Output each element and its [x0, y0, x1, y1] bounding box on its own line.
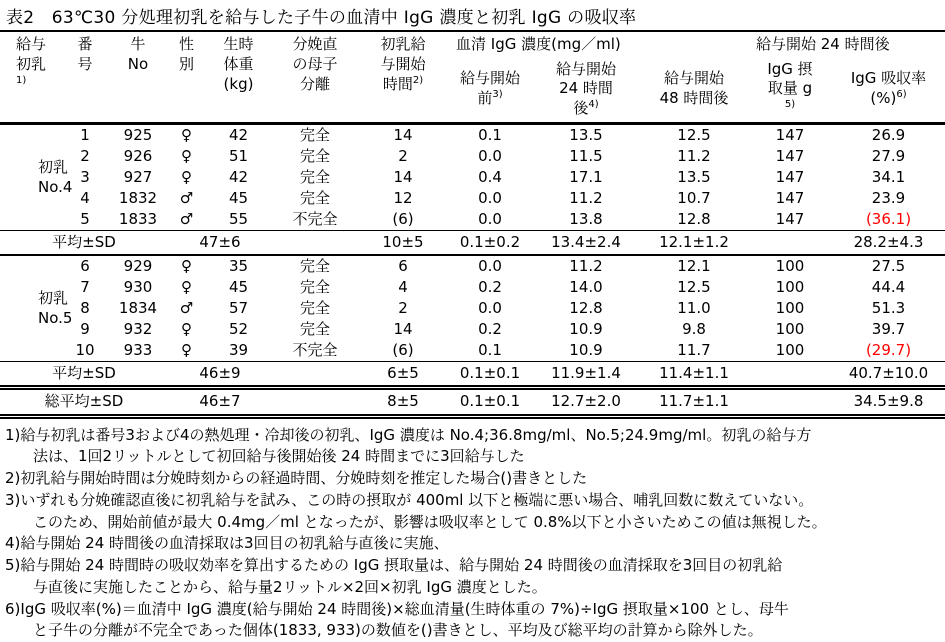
col-absorption: 40.7±10.0	[832, 361, 945, 387]
col-intake: 100	[748, 277, 832, 298]
col-start-time: 2	[358, 146, 448, 167]
col-pre: 0.0	[448, 255, 532, 277]
col-separation	[272, 230, 358, 255]
data-row	[0, 146, 945, 167]
col-separation: 完全	[272, 167, 358, 188]
footnote-5: 5)給与開始 24 時間時の吸収効率を算出するための IgG 摂取量は、給与開始 24 時間後の血清採取を3回目の初乳給 与直後に実施したことから、給与量2リットル×2回×初乳 IgG 濃度とした。	[5, 555, 943, 599]
col-48h: 11.2	[640, 146, 748, 167]
col-pre: 0.0	[448, 188, 532, 209]
col-start-time: 14	[358, 167, 448, 188]
col-no: 8	[62, 298, 108, 319]
col-separation: 完全	[272, 277, 358, 298]
col-intake: 100	[748, 255, 832, 277]
data-row	[0, 123, 945, 146]
page-title: 表2 63℃30 分処理初乳を給与した子牛の血清中 IgG 濃度と初乳 IgG の吸収率	[0, 0, 945, 30]
group-label: 初乳 No.5	[0, 255, 62, 362]
col-pre: 0.1±0.2	[448, 230, 532, 255]
col-absorption: 27.5	[832, 255, 945, 277]
col-weight: 57	[205, 298, 272, 319]
col-no: 2	[62, 146, 108, 167]
col-absorption: 34.1	[832, 167, 945, 188]
col-weight: 42	[205, 123, 272, 146]
footnote-2: 2)初乳給与開始時間は分娩時刻からの経過時間、分娩時刻を推定した場合()書きとした	[5, 468, 943, 490]
col-separation	[272, 387, 358, 416]
col-24h: 11.2	[532, 255, 640, 277]
col-start-time: 4	[358, 277, 448, 298]
col-sex: ♂	[168, 209, 205, 231]
data-row	[0, 188, 945, 209]
footnote-4: 4)給与開始 24 時間後の血清採取は3回目の初乳給与直後に実施、	[5, 533, 943, 555]
col-weight: 55	[205, 209, 272, 231]
col-sex: ♀	[168, 146, 205, 167]
col-pre: 0.2	[448, 319, 532, 340]
header-cow-no: 牛 No	[108, 31, 168, 123]
col-intake	[748, 230, 832, 255]
col-cow-no: 1834	[108, 298, 168, 319]
col-24h: 17.1	[532, 167, 640, 188]
igg-table	[0, 30, 945, 419]
group-label: 初乳 No.4	[0, 123, 62, 230]
col-separation: 完全	[272, 123, 358, 146]
col-pre: 0.0	[448, 298, 532, 319]
col-absorption: 23.9	[832, 188, 945, 209]
col-48h: 12.5	[640, 277, 748, 298]
data-row	[0, 209, 945, 231]
data-row	[0, 298, 945, 319]
col-start-time: (6)	[358, 340, 448, 362]
col-24h: 14.0	[532, 277, 640, 298]
col-no: 9	[62, 319, 108, 340]
col-sex: ♀	[168, 319, 205, 340]
col-intake	[748, 361, 832, 387]
col-pre: 0.1±0.1	[448, 361, 532, 387]
col-start-time: 14	[358, 319, 448, 340]
col-start-time: 12	[358, 188, 448, 209]
col-weight: 47±6	[168, 230, 272, 255]
col-weight: 51	[205, 146, 272, 167]
col-24h: 10.9	[532, 319, 640, 340]
col-no: 7	[62, 277, 108, 298]
col-24h: 13.4±2.4	[532, 230, 640, 255]
header-sex: 性 別	[168, 31, 205, 123]
col-48h: 12.1±1.2	[640, 230, 748, 255]
col-sex: ♀	[168, 255, 205, 277]
col-pre: 0.4	[448, 167, 532, 188]
col-weight: 42	[205, 167, 272, 188]
col-separation: 完全	[272, 188, 358, 209]
col-separation: 完全	[272, 146, 358, 167]
col-intake: 100	[748, 340, 832, 362]
col-no: 10	[62, 340, 108, 362]
col-sex: ♂	[168, 298, 205, 319]
col-sex: ♀	[168, 277, 205, 298]
col-pre: 0.1±0.1	[448, 387, 532, 416]
col-cow-no: 932	[108, 319, 168, 340]
col-sex: ♂	[168, 188, 205, 209]
col-intake: 147	[748, 209, 832, 231]
col-no: 3	[62, 167, 108, 188]
col-24h: 11.5	[532, 146, 640, 167]
col-24h: 11.2	[532, 188, 640, 209]
data-row	[0, 277, 945, 298]
col-start-time: 14	[358, 123, 448, 146]
col-intake: 147	[748, 146, 832, 167]
stat-label: 平均±SD	[0, 230, 168, 255]
total-average-row	[0, 387, 945, 416]
col-weight: 39	[205, 340, 272, 362]
col-no: 6	[62, 255, 108, 277]
footnotes	[0, 419, 945, 642]
col-24h: 12.7±2.0	[532, 387, 640, 416]
stat-label: 平均±SD	[0, 361, 168, 387]
col-48h: 11.0	[640, 298, 748, 319]
col-48h: 10.7	[640, 188, 748, 209]
col-separation: 完全	[272, 298, 358, 319]
igg-table-body	[0, 123, 945, 416]
header-row-1	[0, 31, 945, 57]
col-absorption: (36.1)	[832, 209, 945, 231]
stat-label: 総平均±SD	[0, 387, 168, 416]
header-pre-feeding: 給与開始 前$^{3)}$	[448, 57, 532, 123]
data-row	[0, 340, 945, 362]
data-row	[0, 319, 945, 340]
col-intake: 147	[748, 167, 832, 188]
col-separation: 完全	[272, 255, 358, 277]
header-serum-igg-group: 血清 IgG 濃度(mg／ml)	[448, 31, 748, 57]
table-header	[0, 31, 945, 123]
col-cow-no: 929	[108, 255, 168, 277]
col-pre: 0.1	[448, 123, 532, 146]
col-24h: 10.9	[532, 340, 640, 362]
col-intake: 147	[748, 123, 832, 146]
col-weight: 45	[205, 277, 272, 298]
col-separation: 不完全	[272, 209, 358, 231]
col-48h: 13.5	[640, 167, 748, 188]
col-absorption: 51.3	[832, 298, 945, 319]
col-absorption: 44.4	[832, 277, 945, 298]
header-no: 番 号	[62, 31, 108, 123]
col-weight: 52	[205, 319, 272, 340]
col-absorption: 39.7	[832, 319, 945, 340]
header-colostrum: 給与 初乳 $^{1)}$	[0, 31, 62, 123]
average-row	[0, 230, 945, 255]
header-24h-after: 給与開始 24 時間 後$^{4)}$	[532, 57, 640, 123]
col-absorption: 28.2±4.3	[832, 230, 945, 255]
col-48h: 11.4±1.1	[640, 361, 748, 387]
col-separation: 完全	[272, 319, 358, 340]
col-start-time: (6)	[358, 209, 448, 231]
col-start-time: 10±5	[358, 230, 448, 255]
data-row	[0, 255, 945, 277]
col-24h: 11.9±1.4	[532, 361, 640, 387]
header-48h-after: 給与開始 48 時間後	[640, 57, 748, 123]
col-48h: 11.7±1.1	[640, 387, 748, 416]
col-intake: 147	[748, 188, 832, 209]
footnote-3: 3)いずれも分娩確認直後に初乳給与を試み、この時の摂取が 400ml 以下と極端に悪い場合、哺乳回数に数えていない。 このため、開始前値が最大 0.4mg／ml となったが、影響は吸収率として 0.8%以下と小さいためこの値は無視した。	[5, 490, 943, 534]
header-start-time: 初乳給 与開始 時間$^{2)}$	[358, 31, 448, 123]
col-48h: 12.1	[640, 255, 748, 277]
col-24h: 12.8	[532, 298, 640, 319]
col-cow-no: 930	[108, 277, 168, 298]
col-sex: ♀	[168, 123, 205, 146]
col-start-time: 6±5	[358, 361, 448, 387]
col-cow-no: 927	[108, 167, 168, 188]
col-weight: 46±7	[168, 387, 272, 416]
col-cow-no: 926	[108, 146, 168, 167]
col-pre: 0.0	[448, 209, 532, 231]
col-absorption: (29.7)	[832, 340, 945, 362]
col-cow-no: 933	[108, 340, 168, 362]
col-no: 4	[62, 188, 108, 209]
col-24h: 13.5	[532, 123, 640, 146]
col-48h: 12.5	[640, 123, 748, 146]
col-sex: ♀	[168, 340, 205, 362]
col-start-time: 6	[358, 255, 448, 277]
col-48h: 9.8	[640, 319, 748, 340]
col-pre: 0.1	[448, 340, 532, 362]
header-igg-intake: IgG 摂 取量 g $^{5)}$	[748, 57, 832, 123]
col-intake: 100	[748, 298, 832, 319]
col-separation: 不完全	[272, 340, 358, 362]
col-sex: ♀	[168, 167, 205, 188]
header-separation: 分娩直 の母子 分離	[272, 31, 358, 123]
header-igg-absorption: IgG 吸収率 (%)$^{6)}$	[832, 57, 945, 123]
col-weight: 46±9	[168, 361, 272, 387]
col-absorption: 26.9	[832, 123, 945, 146]
col-cow-no: 925	[108, 123, 168, 146]
footnote-1: 1)給与初乳は番号3および4の熱処理・冷却後の初乳、IgG 濃度は No.4;36.8mg/ml、No.5;24.9mg/ml。初乳の給与方 法は、1回2リットルとして初回給与後開始後 24 時間までに3回給与した	[5, 425, 943, 469]
col-cow-no: 1833	[108, 209, 168, 231]
col-intake: 100	[748, 319, 832, 340]
col-no: 5	[62, 209, 108, 231]
average-row	[0, 361, 945, 387]
data-row	[0, 167, 945, 188]
col-24h: 13.8	[532, 209, 640, 231]
col-pre: 0.0	[448, 146, 532, 167]
col-start-time: 2	[358, 298, 448, 319]
col-separation	[272, 361, 358, 387]
col-no: 1	[62, 123, 108, 146]
col-48h: 12.8	[640, 209, 748, 231]
footnote-6: 6)IgG 吸収率(%)＝血清中 IgG 濃度(給与開始 24 時間後)×総血清量(生時体重の 7%)÷IgG 摂取量×100 とし、母牛 と子牛の分離が不完全であった個体(1833, 933)の数値を()書きとし、平均及び総平均の計算から除外した。	[5, 599, 943, 642]
col-intake	[748, 387, 832, 416]
col-cow-no: 1832	[108, 188, 168, 209]
col-absorption: 27.9	[832, 146, 945, 167]
col-start-time: 8±5	[358, 387, 448, 416]
col-weight: 45	[205, 188, 272, 209]
col-absorption: 34.5±9.8	[832, 387, 945, 416]
col-48h: 11.7	[640, 340, 748, 362]
header-after24h-group: 給与開始 24 時間後	[748, 31, 945, 57]
header-birth-weight: 生時 体重 (kg)	[205, 31, 272, 123]
col-weight: 35	[205, 255, 272, 277]
col-pre: 0.2	[448, 277, 532, 298]
